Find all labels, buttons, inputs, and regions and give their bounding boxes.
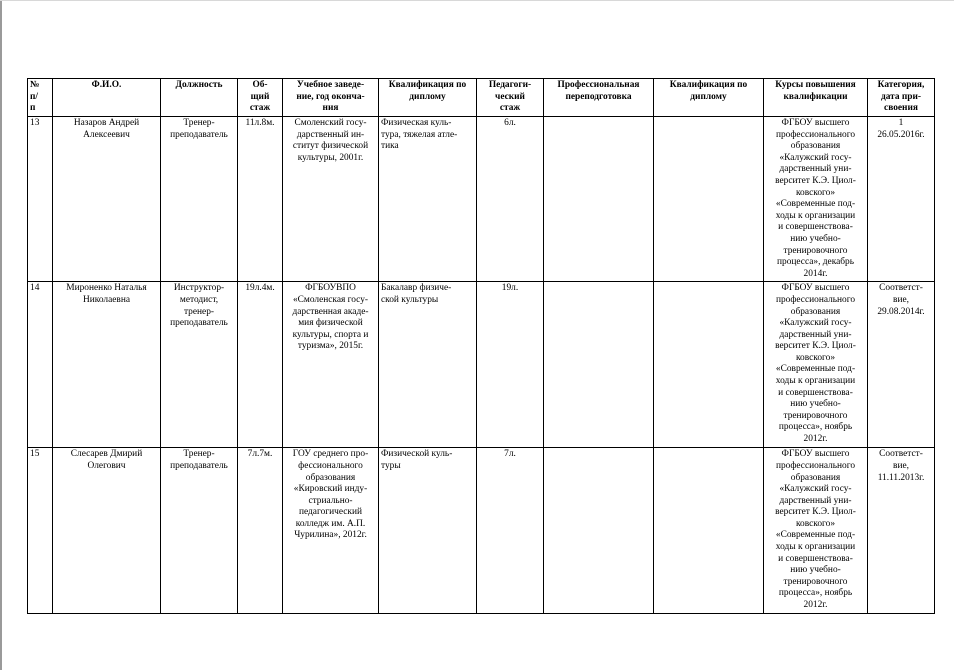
cell-num: 13 (28, 117, 53, 282)
cell-institution: Смоленский госу- дарственный ин- ститут физической культуры, 2001г. (283, 117, 379, 282)
cell-name: Мироненко Наталья Николаевна (53, 282, 161, 448)
cell-category: Соответст- вие, 11.11.2013г. (868, 448, 935, 613)
cell-retraining (544, 117, 654, 282)
header-retraining-qualification: Квалификация по диплому (654, 79, 764, 117)
cell-retraining (544, 448, 654, 613)
cell-position: Тренер- преподаватель (161, 448, 238, 613)
cell-qualification: Физическая куль- тура, тяжелая атле- тика (379, 117, 477, 282)
cell-qualification: Бакалавр физиче- ской культуры (379, 282, 477, 448)
header-qualification: Квалификация по диплому (379, 79, 477, 117)
header-category: Категория, дата при- своения (868, 79, 935, 117)
header-retraining: Профессиональная переподготовка (544, 79, 654, 117)
cell-num: 15 (28, 448, 53, 613)
header-total-experience: Об- щий стаж (238, 79, 283, 117)
cell-courses: ФГБОУ высшего профессионального образования «Калужский госу- дарственный уни- верситет К.Э. Циол- ковского» «Современные под- ходы к организации и совершенствова- нию учебно- тренировочного процесса», декабрь 2014г. (764, 117, 868, 282)
page-edge (0, 0, 2, 670)
cell-category: 1 26.05.2016г. (868, 117, 935, 282)
table-row (28, 448, 935, 613)
page-edge-top (0, 0, 954, 1)
cell-total-experience: 11л.8м. (238, 117, 283, 282)
staff-table (27, 78, 935, 614)
header-name: Ф.И.О. (53, 79, 161, 117)
cell-category: Соответст- вие, 29.08.2014г. (868, 282, 935, 448)
cell-retraining-qualification (654, 117, 764, 282)
cell-courses: ФГБОУ высшего профессионального образования «Калужский госу- дарственный уни- верситет К.Э. Циол- ковского» «Современные под- ходы к организации и совершенствова- нию учебно- тренировочного процесса», ноябрь 2012г. (764, 448, 868, 613)
cell-total-experience: 7л.7м. (238, 448, 283, 613)
cell-position: Тренер- преподаватель (161, 117, 238, 282)
cell-position: Инструктор- методист, тренер- преподаватель (161, 282, 238, 448)
header-num: № п/ п (28, 79, 53, 117)
cell-name: Назаров Андрей Алексеевич (53, 117, 161, 282)
cell-name: Слесарев Дмирий Олегович (53, 448, 161, 613)
cell-total-experience: 19л.4м. (238, 282, 283, 448)
cell-num: 14 (28, 282, 53, 448)
header-institution: Учебное заведе- ние, год оконча- ния (283, 79, 379, 117)
cell-retraining-qualification (654, 448, 764, 613)
header-row (28, 79, 935, 117)
table-row (28, 117, 935, 282)
cell-retraining (544, 282, 654, 448)
header-ped-experience: Педагоги- ческий стаж (477, 79, 544, 117)
table-row (28, 282, 935, 448)
header-courses: Курсы повышения квалификации (764, 79, 868, 117)
cell-qualification: Физической куль- туры (379, 448, 477, 613)
header-position: Должность (161, 79, 238, 117)
cell-courses: ФГБОУ высшего профессионального образования «Калужский госу- дарственный уни- верситет К.Э. Циол- ковского» «Современные под- ходы к организации и совершенствова- нию учебно- тренировочного процесса», ноябрь 2012г. (764, 282, 868, 448)
cell-retraining-qualification (654, 282, 764, 448)
cell-ped-experience: 6л. (477, 117, 544, 282)
cell-institution: ФГБОУВПО «Смоленская госу- дарственная акаде- мия физической культуры, спорта и туризма», 2015г. (283, 282, 379, 448)
cell-ped-experience: 19л. (477, 282, 544, 448)
cell-ped-experience: 7л. (477, 448, 544, 613)
cell-institution: ГОУ среднего про- фессионального образования «Кировский инду- стриально- педагогический колледж им. А.П. Чурилина», 2012г. (283, 448, 379, 613)
